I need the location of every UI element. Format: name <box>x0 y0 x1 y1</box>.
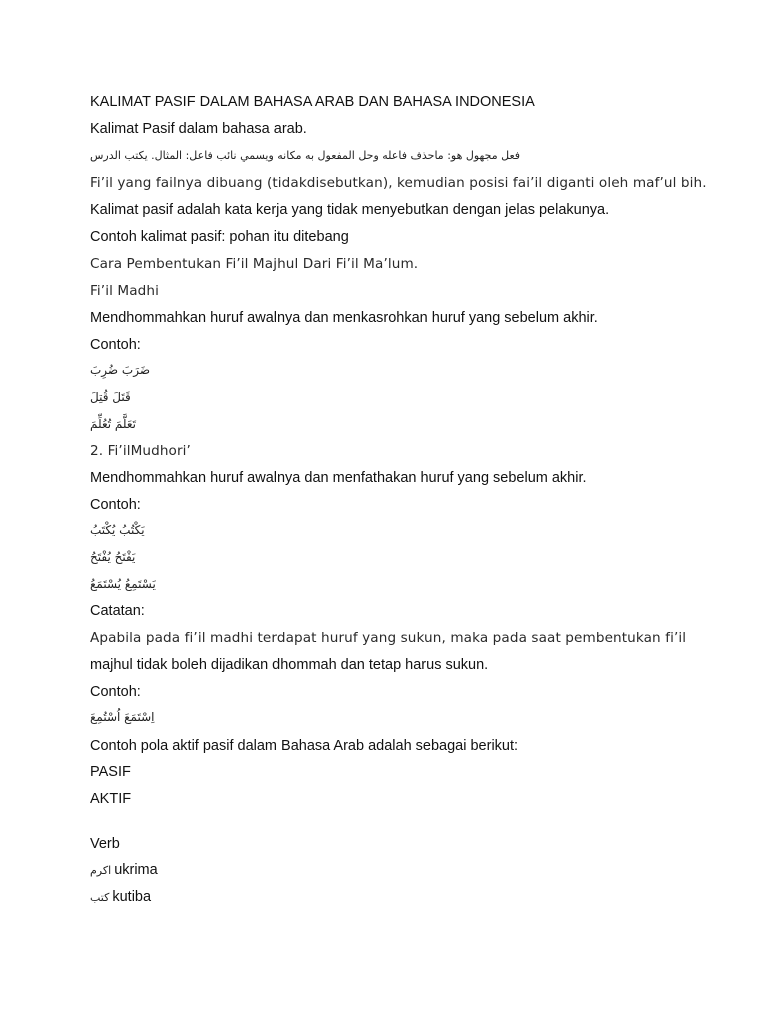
mudhori-example-1: يَكْتُبُ يُكْتَبُ <box>90 523 145 537</box>
verb-label: Verb <box>90 836 120 852</box>
verb-arabic: كتب <box>90 891 110 904</box>
note-line-2: majhul tidak boleh dijadikan dhommah dan tetap harus sukun. <box>90 657 489 673</box>
madhi-example-label: Contoh: <box>90 337 141 353</box>
madhi-rule: Mendhommahkan huruf awalnya dan menkasrohkan huruf yang sebelum akhir. <box>90 310 598 326</box>
note-example: اِسْتَمَعَ اُسْتُمِعَ <box>90 710 155 724</box>
verb-latin: ukrima <box>114 862 158 878</box>
formation-heading: Cara Pembentukan Fi’il Majhul Dari Fi’il Ma’lum. <box>90 256 419 272</box>
verb-arabic: اكرم <box>90 864 112 877</box>
definition-simple: Kalimat pasif adalah kata kerja yang tidak menyebutkan dengan jelas pelakunya. <box>90 202 610 218</box>
verb-row <box>90 887 151 908</box>
pattern-intro: Contoh pola aktif pasif dalam Bahasa Arab adalah sebagai berikut: <box>90 738 519 754</box>
mudhori-heading: 2. Fi’ilMudhori’ <box>90 443 191 459</box>
madhi-example-2: قَتَلَ قُتِلَ <box>90 390 131 404</box>
document-subtitle: Kalimat Pasif dalam bahasa arab. <box>90 121 307 137</box>
mudhori-example-2: يَفْتَحُ يُفْتَحُ <box>90 550 136 564</box>
mudhori-example-label: Contoh: <box>90 497 141 513</box>
madhi-example-1: ضَرَبَ ضُرِبَ <box>90 363 151 377</box>
note-heading: Catatan: <box>90 603 145 619</box>
mudhori-example-3: يَسْتَمِعُ يُسْتَمَعُ <box>90 577 156 591</box>
verb-row <box>90 860 158 881</box>
pasif-label: PASIF <box>90 764 131 780</box>
definition-indonesian: Fi’il yang failnya dibuang (tidakdisebutkan), kemudian posisi fai’il diganti oleh maf’ul bih. <box>90 175 707 191</box>
mudhori-rule: Mendhommahkan huruf awalnya dan menfathakan huruf yang sebelum akhir. <box>90 470 587 486</box>
aktif-label: AKTIF <box>90 791 132 807</box>
document-title: KALIMAT PASIF DALAM BAHASA ARAB DAN BAHASA INDONESIA <box>90 94 535 110</box>
note-line-1: Apabila pada fi’il madhi terdapat huruf yang sukun, maka pada saat pembentukan fi’il <box>90 630 687 646</box>
madhi-heading: Fi’il Madhi <box>90 283 159 299</box>
madhi-example-3: تَعَلَّمَ تُعُلِّمَ <box>90 417 136 431</box>
note-example-label: Contoh: <box>90 684 141 700</box>
verb-latin: kutiba <box>112 889 152 905</box>
arabic-definition: فعل مجهول هو: ماحذف فاعله وحل المفعول به مكانه ويسمي نائب فاعل: المثال. يكتب الدرس <box>90 149 521 162</box>
example-passive-sentence: Contoh kalimat pasif: pohan itu ditebang <box>90 229 349 245</box>
